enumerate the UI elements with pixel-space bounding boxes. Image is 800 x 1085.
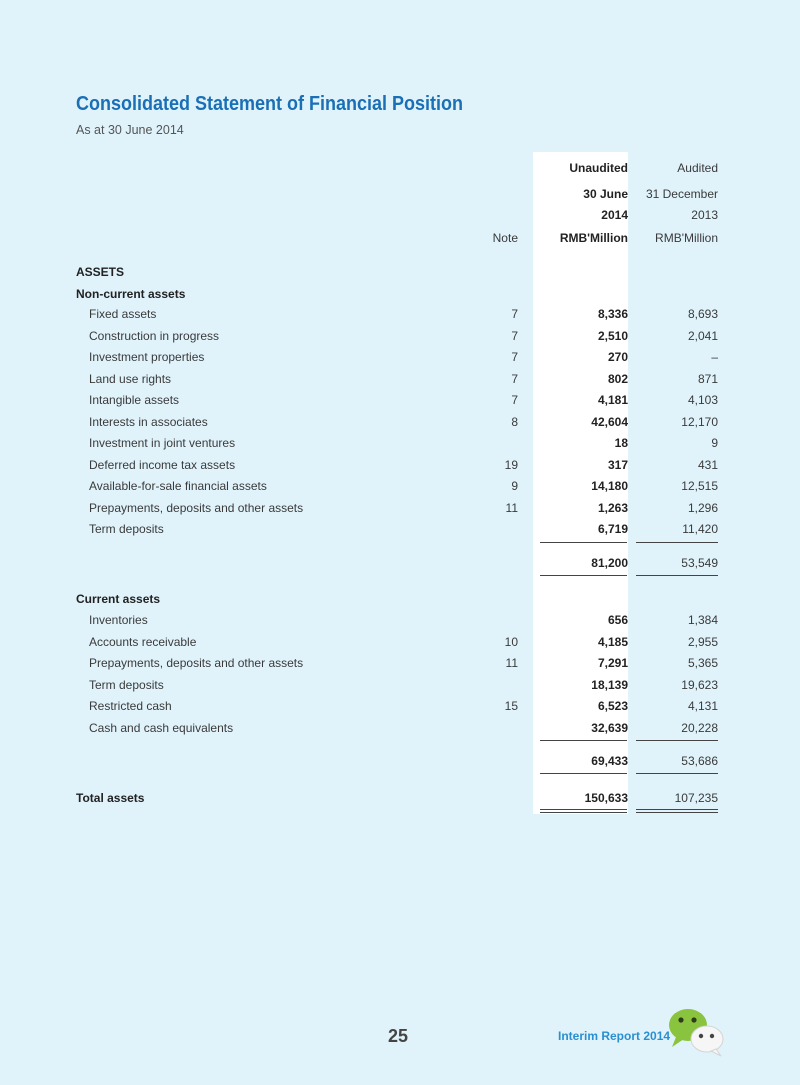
current-total-2014: 69,433 [591, 754, 628, 768]
row-label: Construction in progress [89, 329, 220, 343]
row-value-2013: 8,693 [687, 307, 718, 321]
row-value-2014: 270 [607, 350, 628, 364]
subtotal-rule [636, 740, 718, 741]
row-label: Investment in joint ventures [89, 436, 236, 450]
table-row [76, 498, 718, 518]
current-heading-row [76, 589, 718, 609]
subtotal-rule [540, 773, 627, 774]
row-value-2014: 18,139 [591, 678, 628, 692]
wechat-logo-icon [666, 1005, 726, 1062]
header-row-date [76, 184, 718, 204]
row-label: Inventories [89, 613, 148, 627]
row-value-2014: 18 [614, 436, 628, 450]
row-note: 7 [511, 307, 518, 321]
current-total-row [76, 751, 718, 771]
row-value-2013: – [711, 350, 718, 364]
table-row [76, 476, 718, 496]
non-current-total-row [76, 553, 718, 573]
page-title: Consolidated Statement of Financial Position [76, 93, 464, 115]
row-label: Land use rights [89, 372, 172, 386]
row-value-2014: 656 [607, 613, 628, 627]
row-label: Term deposits [89, 678, 164, 692]
row-value-2014: 6,719 [597, 522, 628, 536]
total-double-rule [540, 809, 627, 810]
row-value-2014: 317 [607, 458, 628, 472]
current-heading: Current assets [76, 592, 161, 606]
row-value-2014: 14,180 [591, 479, 628, 493]
total-assets-row [76, 788, 718, 808]
row-note: 8 [511, 415, 518, 429]
header-year-prior: 2013 [691, 208, 718, 222]
row-value-2014: 6,523 [597, 699, 628, 713]
header-year-current: 2014 [601, 208, 628, 222]
table-row [76, 369, 718, 389]
row-value-2014: 1,263 [597, 501, 628, 515]
page-subtitle: As at 30 June 2014 [76, 123, 184, 137]
row-value-2014: 2,510 [597, 329, 628, 343]
row-value-2013: 20,228 [681, 721, 718, 735]
row-value-2014: 4,181 [597, 393, 628, 407]
row-value-2013: 4,131 [687, 699, 718, 713]
table-row [76, 632, 718, 652]
header-unit-current: RMB'Million [559, 231, 628, 245]
row-label: Intangible assets [89, 393, 180, 407]
row-label: Cash and cash equivalents [89, 721, 234, 735]
table-row [76, 347, 718, 367]
row-value-2013: 2,041 [687, 329, 718, 343]
total-double-rule [636, 809, 718, 810]
row-value-2014: 8,336 [597, 307, 628, 321]
row-value-2013: 1,296 [687, 501, 718, 515]
row-label: Accounts receivable [89, 635, 197, 649]
total-assets-label: Total assets [76, 791, 145, 805]
table-row [76, 455, 718, 475]
table-row [76, 519, 718, 539]
row-value-2013: 5,365 [687, 656, 718, 670]
row-value-2014: 7,291 [597, 656, 628, 670]
header-audited: Audited [677, 161, 718, 175]
subtotal-rule [540, 542, 627, 543]
report-name: Interim Report 2014 [558, 1029, 671, 1043]
non-current-total-2013: 53,549 [681, 556, 718, 570]
header-row-status [76, 158, 718, 178]
row-value-2013: 12,170 [681, 415, 718, 429]
row-label: Investment properties [89, 350, 205, 364]
row-value-2013: 9 [711, 436, 718, 450]
table-row [76, 304, 718, 324]
row-value-2013: 871 [697, 372, 718, 386]
page-number: 25 [388, 1026, 409, 1046]
table-row [76, 412, 718, 432]
table-row [76, 718, 718, 738]
header-date-prior: 31 December [645, 187, 718, 201]
row-value-2013: 19,623 [681, 678, 718, 692]
row-note: 15 [504, 699, 518, 713]
table-row [76, 433, 718, 453]
total-double-rule [636, 812, 718, 813]
table-row [76, 390, 718, 410]
row-note: 7 [511, 393, 518, 407]
row-label: Prepayments, deposits and other assets [89, 656, 304, 670]
row-label: Restricted cash [89, 699, 172, 713]
row-label: Term deposits [89, 522, 164, 536]
non-current-total-2014: 81,200 [591, 556, 628, 570]
assets-heading: ASSETS [76, 265, 125, 279]
table-row [76, 696, 718, 716]
row-value-2013: 12,515 [681, 479, 718, 493]
total-assets-2014: 150,633 [584, 791, 628, 805]
subtotal-rule [540, 575, 627, 576]
table-row [76, 610, 718, 630]
table-row [76, 326, 718, 346]
header-unaudited: Unaudited [569, 161, 628, 175]
row-note: 9 [511, 479, 518, 493]
row-label: Deferred income tax assets [89, 458, 236, 472]
row-note: 11 [505, 656, 518, 670]
subtotal-rule [636, 542, 718, 543]
row-value-2013: 11,420 [682, 522, 718, 536]
row-value-2013: 4,103 [687, 393, 718, 407]
row-note: 7 [511, 372, 518, 386]
subtotal-rule [636, 773, 718, 774]
row-value-2014: 4,185 [597, 635, 628, 649]
header-row-units [76, 228, 718, 248]
header-note: Note [492, 231, 518, 245]
header-row-year [76, 205, 718, 225]
header-date-current: 30 June [583, 187, 628, 201]
row-label: Available-for-sale financial assets [89, 479, 267, 493]
row-note: 10 [504, 635, 518, 649]
current-total-2013: 53,686 [681, 754, 718, 768]
total-assets-2013: 107,235 [674, 791, 718, 805]
header-unit-prior: RMB'Million [655, 231, 718, 245]
table-row [76, 675, 718, 695]
subtotal-rule [636, 575, 718, 576]
row-label: Fixed assets [89, 307, 157, 321]
row-note: 7 [511, 329, 518, 343]
row-label: Prepayments, deposits and other assets [89, 501, 304, 515]
row-value-2014: 802 [607, 372, 628, 386]
row-value-2014: 32,639 [591, 721, 628, 735]
subtotal-rule [540, 740, 627, 741]
row-note: 11 [505, 501, 518, 515]
non-current-heading: Non-current assets [76, 287, 186, 301]
row-value-2013: 2,955 [687, 635, 718, 649]
row-label: Interests in associates [89, 415, 208, 429]
non-current-heading-row [76, 284, 718, 304]
table-row [76, 653, 718, 673]
row-value-2013: 1,384 [687, 613, 718, 627]
assets-heading-row [76, 262, 718, 282]
row-value-2013: 431 [697, 458, 718, 472]
total-double-rule [540, 812, 627, 813]
row-note: 7 [511, 350, 518, 364]
row-value-2014: 42,604 [591, 415, 628, 429]
row-note: 19 [504, 458, 518, 472]
